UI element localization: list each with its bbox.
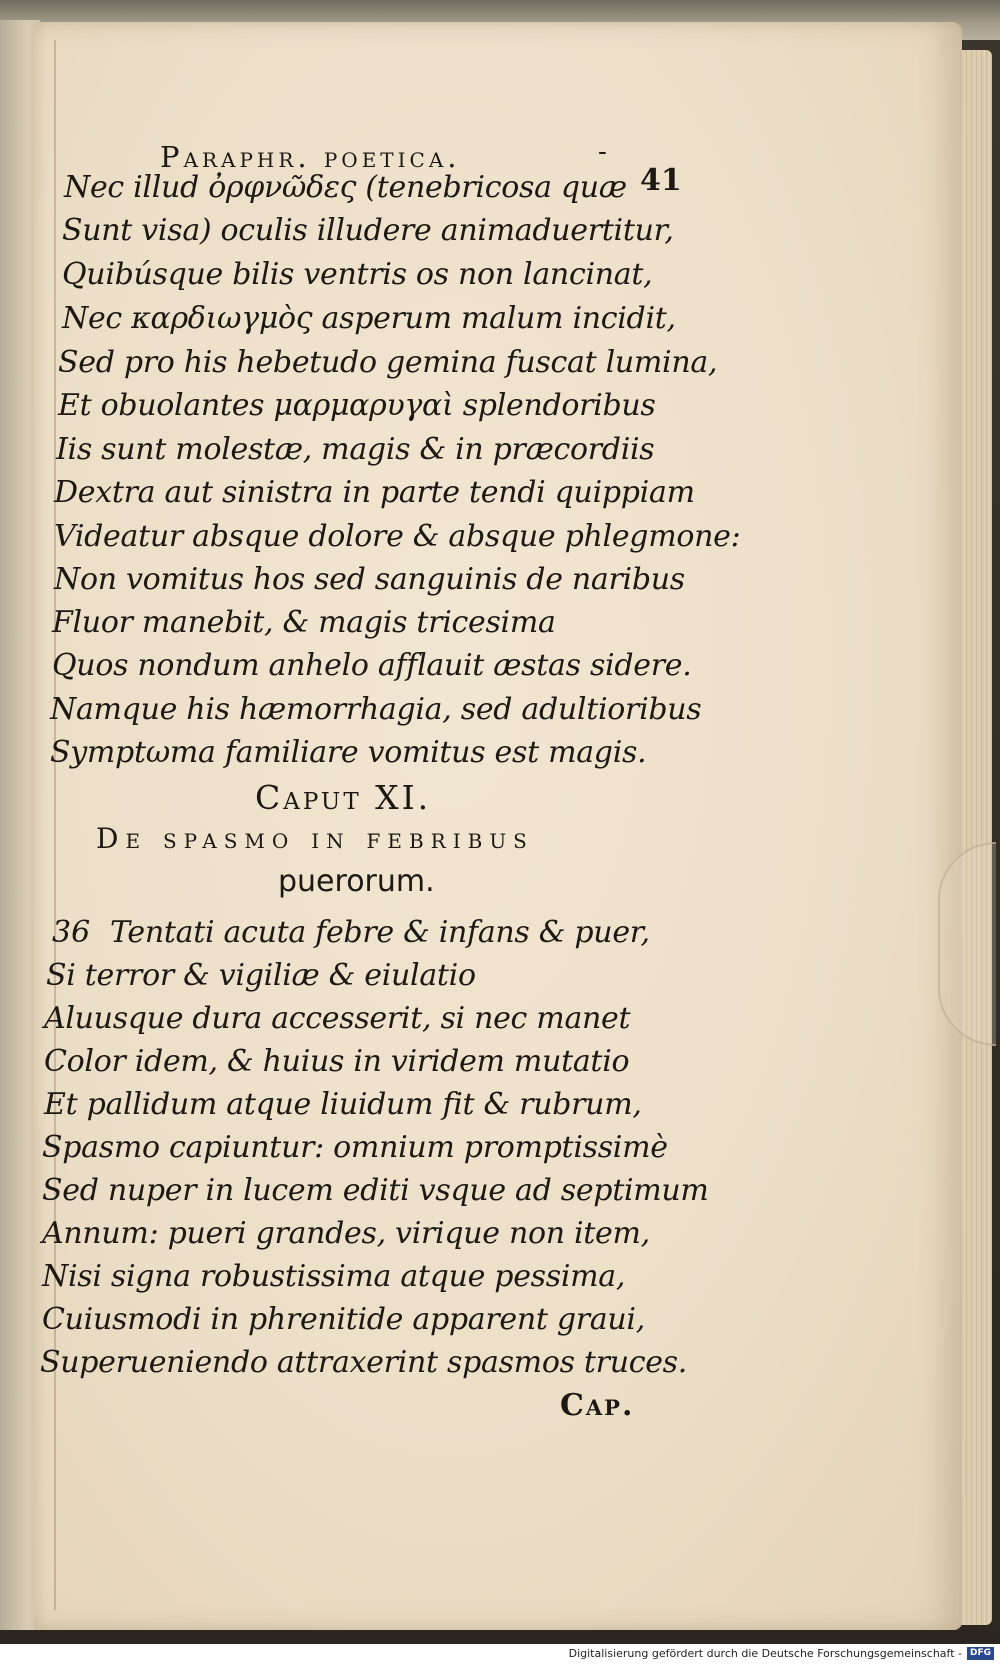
verse-line: Et obuolantes μαρμαρυγαὶ splendoribus	[58, 388, 656, 423]
verse-line: Dextra aut sinistra in parte tendi quippiam	[54, 475, 695, 510]
verse-line: Spasmo capiuntur: omnium promptissimè	[42, 1130, 668, 1165]
page-clip	[938, 842, 996, 1046]
verse-line: Superueniendo attraxerint spasmos truces.	[40, 1345, 688, 1380]
verse-line: Sed pro his hebetudo gemina fuscat lumina,	[58, 345, 718, 380]
verse-line: Quibúsque bilis ventris os non lancinat,	[62, 257, 653, 292]
verse-line: Annum: pueri grandes, virique non item,	[42, 1216, 650, 1251]
verse-line: Nec illud ὀρφνῶδες (tenebricosa quæ	[64, 170, 627, 205]
verse-line: Sunt visa) oculis illudere animaduertitur,	[62, 213, 674, 248]
chapter-subtitle-continued: puerorum.	[278, 864, 435, 899]
chapter-subtitle: De spasmo in febribus	[96, 822, 534, 855]
margin-number: 36	[52, 915, 91, 950]
running-title: Paraphr. poetica.	[160, 140, 461, 174]
verse-line: Namque his hæmorrhagia, sed adultioribus	[50, 692, 702, 727]
dfg-logo: DFG	[967, 1647, 994, 1660]
verse-line: Nec καρδιωγμὸς asperum malum incidit,	[62, 301, 676, 336]
verse-line: Videatur absque dolore & absque phlegmone:	[54, 519, 741, 554]
verse-line: Quos nondum anhelo afflauit æstas sidere.	[52, 648, 692, 683]
verse-line: Iis sunt molestæ, magis & in præcordiis	[56, 432, 655, 467]
verse-line: Symptωma familiare vomitus est magis.	[50, 735, 647, 770]
page-stack-edge	[958, 50, 992, 1625]
verse-line: Cuiusmodi in phrenitide apparent graui,	[42, 1302, 645, 1337]
header-dash: -	[598, 137, 607, 167]
funding-notice: Digitalisierung gefördert durch die Deutsche Forschungsgemeinschaft -	[568, 1647, 962, 1660]
verse-line: Nisi signa robustissima atque pessima,	[42, 1259, 626, 1294]
verse-line: Si terror & vigiliæ & eiulatio	[46, 958, 476, 993]
verse-line: Tentati acuta febre & infans & puer,	[110, 915, 650, 950]
verse-line: Color idem, & huius in viridem mutatio	[44, 1044, 630, 1079]
verse-line: Fluor manebit, & magis tricesima	[52, 605, 556, 640]
verse-line: Aluusque dura accesserit, si nec manet	[44, 1001, 631, 1036]
verse-line: Sed nuper in lucem editi vsque ad septimum	[42, 1173, 709, 1208]
page-number: 41	[640, 163, 682, 198]
chapter-title: Caput XI.	[255, 778, 432, 817]
catchword: Cap.	[560, 1388, 635, 1423]
verse-line: Non vomitus hos sed sanguinis de naribus	[54, 562, 685, 597]
verse-line: Et pallidum atque liuidum fit & rubrum,	[44, 1087, 642, 1122]
